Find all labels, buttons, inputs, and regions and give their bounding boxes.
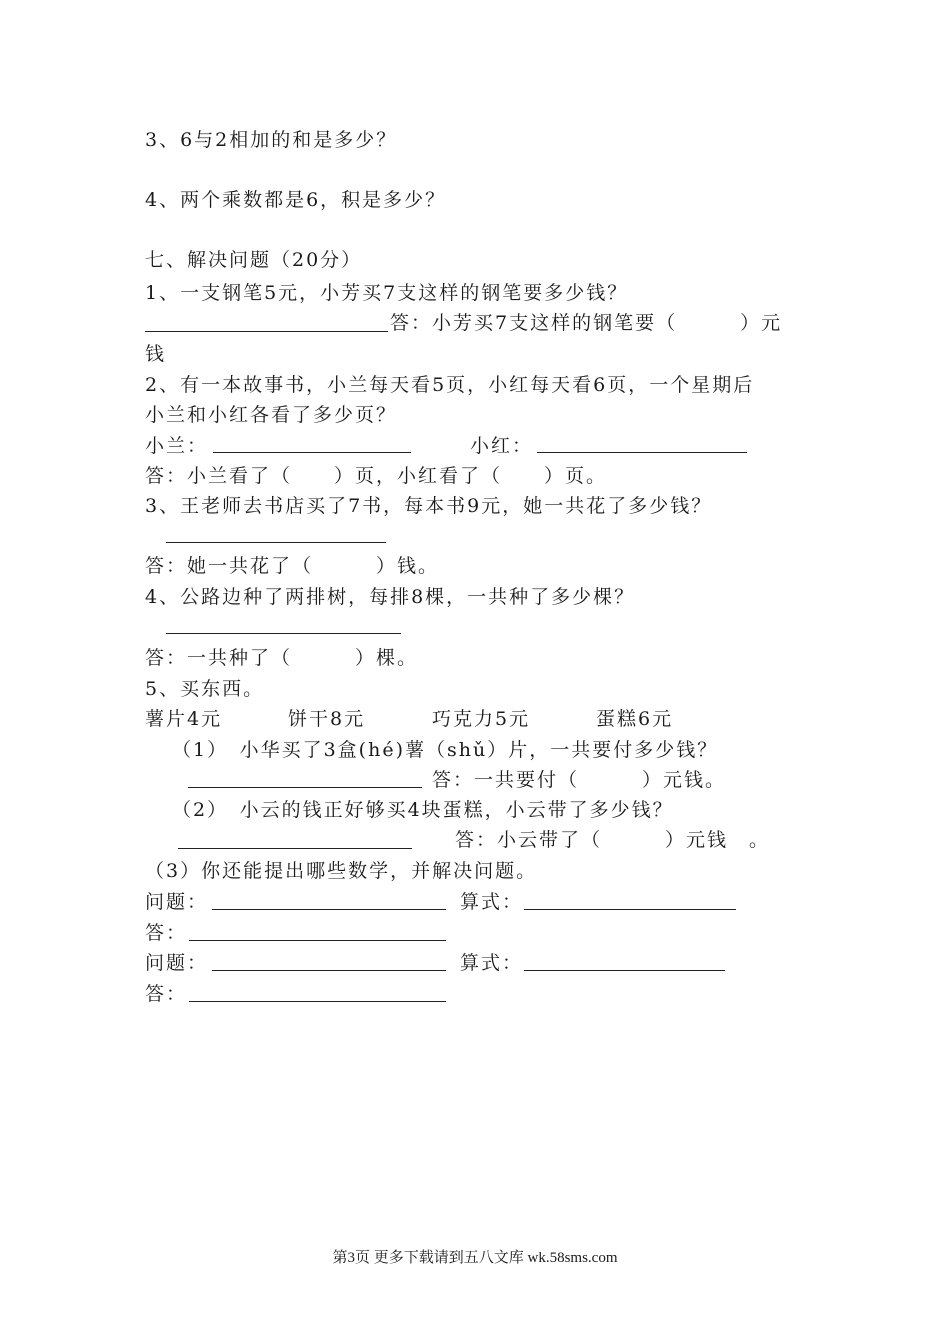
problem-label-1: 问题：: [145, 891, 209, 913]
page-footer: 第3页 更多下载请到五八文库 wk.58sms.com: [332, 1250, 618, 1266]
problem-1-question: 1、一支钢笔5元，小芳买7支这样的钢笔要多少钱？: [145, 282, 629, 304]
formula-blank-1[interactable]: [524, 909, 736, 910]
problem-3-question: 3、王老师去书店买了7书，每本书9元，她一共花了多少钱？: [145, 495, 713, 517]
answer-blank-1[interactable]: [189, 940, 446, 941]
problem-2-label-xiaolan: 小兰：: [145, 435, 209, 457]
problem-2-answer: 答：小兰看了（ ）页，小红看了（ ）页。: [145, 465, 608, 487]
problem-label-2: 问题：: [145, 952, 209, 974]
formula-label-1: 算式：: [460, 891, 524, 913]
answer-label-1: 答：: [145, 922, 188, 944]
formula-blank-2[interactable]: [524, 970, 725, 971]
problem-5-title: 5、买东西。: [145, 678, 265, 700]
sub-question-3: （3）你还能提出哪些数学，并解决问题。: [145, 860, 538, 882]
section-title: 七、解决问题（20分）: [145, 249, 363, 271]
problem-blank-1[interactable]: [212, 909, 446, 910]
sub-question-2: （2） 小云的钱正好够买4块蛋糕，小云带了多少钱？: [172, 799, 674, 821]
sub-2-answer: 答：小云带了（ ）元钱 。: [455, 829, 771, 851]
problem-2-blank-xiaohong[interactable]: [537, 452, 747, 453]
problem-1-answer: 答：小芳买7支这样的钢笔要（ ）元: [390, 312, 783, 334]
item-cake: 蛋糕6元: [596, 708, 674, 730]
problem-3-answer: 答：她一共花了（ ）钱。: [145, 555, 440, 577]
problem-2-blank-xiaolan[interactable]: [213, 452, 411, 453]
sub-question-1: （1） 小华买了3盒(hé)薯（shǔ）片，一共要付多少钱？: [172, 739, 719, 761]
problem-2-label-xiaohong: 小红：: [470, 435, 534, 457]
item-biscuit: 饼干8元: [288, 708, 366, 730]
question-4: 4、两个乘数都是6，积是多少？: [145, 189, 447, 211]
problem-1-blank[interactable]: [145, 331, 388, 332]
formula-label-2: 算式：: [460, 952, 524, 974]
item-chocolate: 巧克力5元: [432, 708, 531, 730]
problem-3-blank[interactable]: [166, 542, 386, 543]
sub-2-blank[interactable]: [178, 848, 412, 849]
problem-4-blank[interactable]: [166, 633, 401, 634]
sub-1-blank[interactable]: [188, 787, 422, 788]
answer-label-2: 答：: [145, 983, 188, 1005]
problem-4-question: 4、公路边种了两排树，每排8棵，一共种了多少棵？: [145, 586, 636, 608]
problem-2-question: 2、有一本故事书，小兰每天看5页，小红每天看6页，一个星期后: [145, 374, 755, 396]
problem-2-question-cont: 小兰和小红各看了多少页？: [145, 404, 398, 426]
answer-blank-2[interactable]: [189, 1001, 446, 1002]
problem-1-answer-wrap: 钱: [145, 343, 167, 365]
sub-1-answer: 答：一共要付（ ）元钱。: [432, 769, 727, 791]
question-3: 3、6与2相加的和是多少？: [145, 129, 398, 151]
problem-blank-2[interactable]: [212, 970, 446, 971]
item-chips: 薯片4元: [145, 708, 223, 730]
problem-4-answer: 答：一共种了（ ）棵。: [145, 647, 419, 669]
